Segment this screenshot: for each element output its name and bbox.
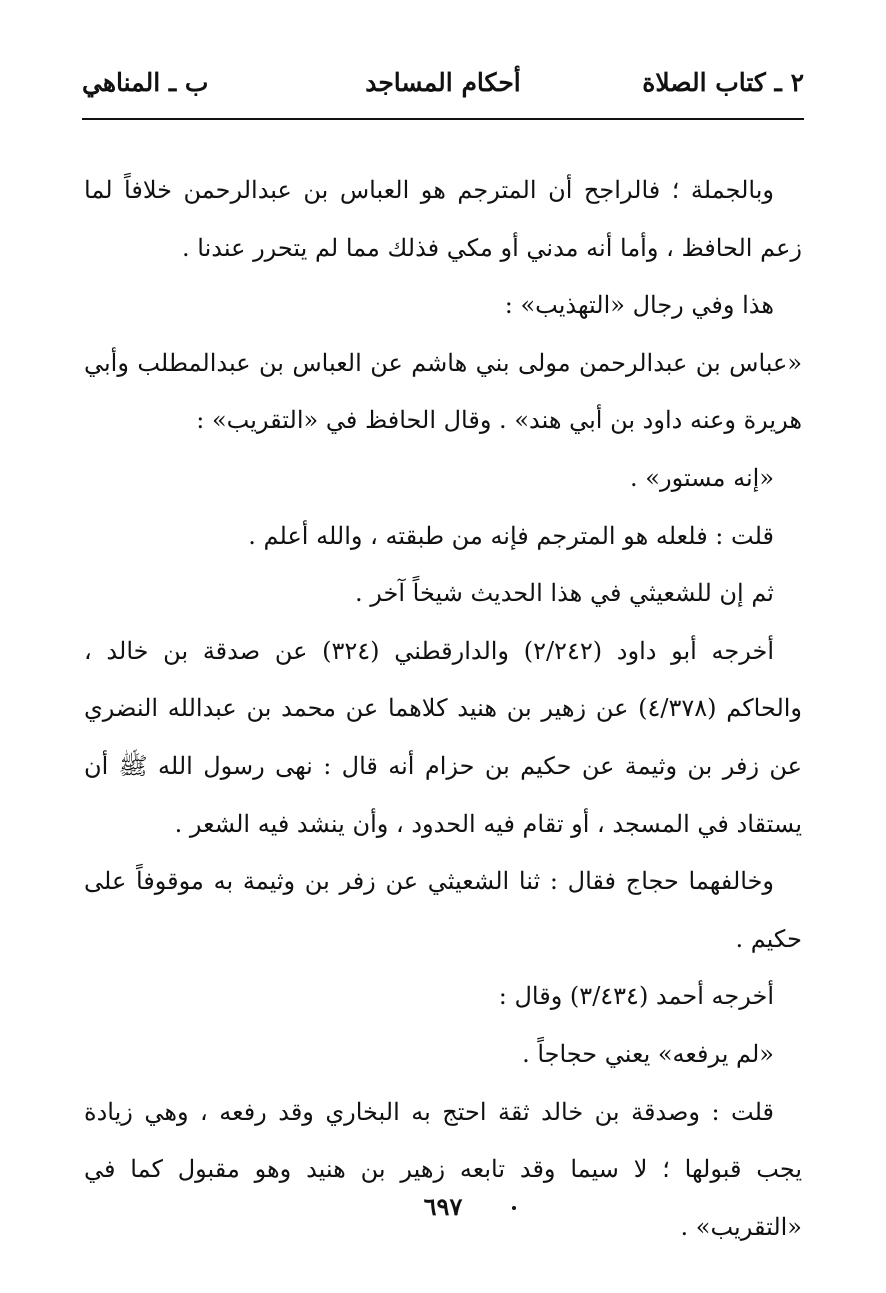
paragraph-hajjaj: وخالفهما حجاج فقال : ثنا الشعيثي عن زفر بن وثيمة به موقوفاً على حكيم . (84, 867, 802, 953)
paragraph-conclusion: وبالجملة ؛ فالراجح أن المترجم هو العباس بن عبدالرحمن خلافاً لما زعم الحافظ ، وأما أنه مدني أو مكي فذلك مما لم يتحرر عندنا . (84, 176, 802, 262)
paragraph-comment: قلت : فلعله هو المترجم فإنه من طبقته ، والله أعلم . (248, 521, 774, 550)
paragraph-ahmad-quote: «لم يرفعه» يعني حجاجاً . (522, 1039, 774, 1068)
body-text (84, 162, 802, 1256)
paragraph-tahdhib-quote: «عباس بن عبدالرحمن مولى بني هاشم عن العباس بن عبدالمطلب وأبي هريرة وعنه داود بن أبي هند» . وقال الحافظ في «التقريب» : (84, 348, 802, 435)
subsection-title: ب ـ المناهي (82, 68, 209, 97)
paragraph-final-comment: قلت : وصدقة بن خالد ثقة احتج به البخاري وقد رفعه ، وهي زيادة يجب قبولها ؛ لا سيما وقد تابعه زهير بن هنيد وهو مقبول كما في «التقريب» . (84, 1097, 802, 1241)
paragraph-takhrij: أخرجه أبو داود (٢/٢٤٢) والدارقطني (٣٢٤) عن صدقة بن خالد ، والحاكم (٤/٣٧٨) عن زهير بن هنيد كلاهما عن محمد بن عبدالله النضري عن زفر بن وثيمة عن حكيم بن حزام أنه قال : نهى رسول الله ﷺ أن يستقاد في المسجد ، أو تقام فيه الحدود ، وأن ينشد فيه الشعر . (84, 636, 803, 838)
running-header (82, 68, 804, 108)
paragraph-another-shaykh: ثم إن للشعيثي في هذا الحديث شيخاً آخر . (355, 579, 774, 608)
paragraph-ahmad: أخرجه أحمد (٣/٤٣٤) وقال : (498, 982, 774, 1011)
chapter-title: ٢ ـ كتاب الصلاة (642, 68, 804, 97)
paragraph-tahdhib-intro: هذا وفي رجال «التهذيب» : (504, 291, 774, 320)
paragraph-taqrib-quote: «إنه مستور» . (630, 463, 774, 492)
header-divider (82, 118, 804, 120)
folio-dot (512, 1206, 516, 1210)
section-title: أحكام المساجد (365, 68, 521, 97)
page-number: ٦٩٧ (423, 1192, 463, 1221)
